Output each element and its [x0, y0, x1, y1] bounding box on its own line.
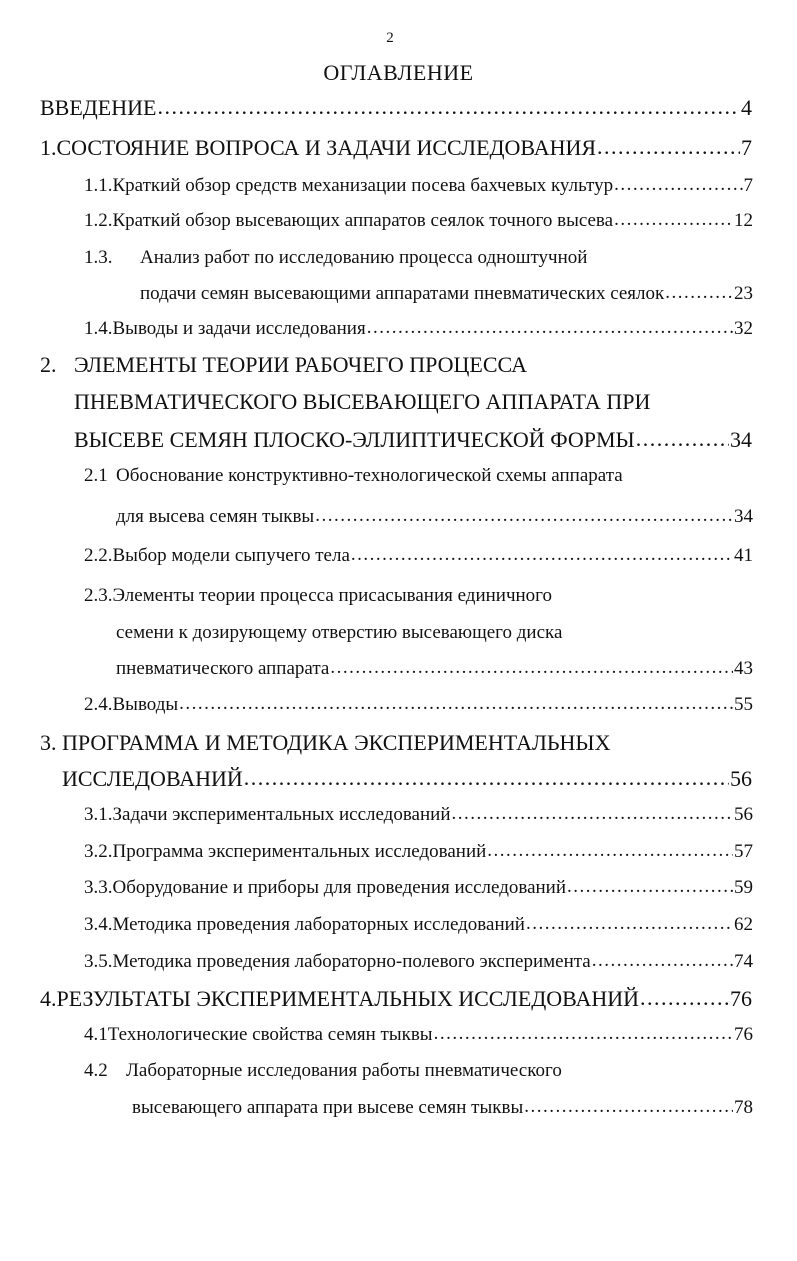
toc-page-number: 41 [734, 545, 753, 566]
toc-entry-number: 3.3. [84, 877, 113, 898]
toc-entry-2-continued[interactable] [74, 389, 752, 419]
leader-dots [636, 426, 729, 452]
toc-entry-text: Обоснование конструктивно-технологической схемы аппарата [116, 465, 623, 486]
toc-page-number: 62 [734, 914, 753, 935]
toc-entry-2-3[interactable] [84, 585, 753, 615]
toc-entry-text: Элементы теории процесса присасывания единичного [112, 585, 553, 606]
toc-entry-text: пневматического аппарата [116, 658, 330, 679]
toc-entry-text: РЕЗУЛЬТАТЫ ЭКСПЕРИМЕНТАЛЬНЫХ ИССЛЕДОВАНИЙ [56, 986, 640, 1011]
toc-entry-3-5[interactable] [84, 951, 753, 981]
toc-entry-1-4[interactable] [84, 318, 753, 348]
toc-entry-number: 3.2. [84, 841, 113, 862]
toc-entry-2-continued[interactable] [74, 427, 752, 457]
toc-page-number: 56 [734, 804, 753, 825]
toc-entry-text: Выводы [112, 694, 179, 715]
toc-entry-text: подачи семян высевающими аппаратами пневматических сеялок [140, 283, 665, 304]
toc-entry-text: для высева семян тыквы [116, 506, 315, 527]
page-number: 2 [386, 30, 394, 46]
toc-entry-2-3-continued[interactable] [116, 622, 753, 652]
toc-entry-text: Выбор модели сыпучего тела [112, 545, 350, 566]
toc-entry-2-3-continued[interactable] [116, 658, 753, 688]
leader-dots [524, 1096, 733, 1118]
toc-entry-text: высевающего аппарата при высеве семян тыквы [132, 1097, 524, 1118]
toc-page-number: 34 [734, 506, 753, 527]
toc-entry-2-1[interactable] [84, 465, 753, 495]
leader-dots [592, 950, 733, 972]
toc-page-number: 74 [734, 951, 753, 972]
toc-entry-text: ПНЕВМАТИЧЕСКОГО ВЫСЕВАЮЩЕГО АППАРАТА ПРИ [74, 389, 651, 414]
toc-entry-text: ЭЛЕМЕНТЫ ТЕОРИИ РАБОЧЕГО ПРОЦЕССА [74, 352, 527, 377]
toc-entry-2-2[interactable] [84, 545, 753, 575]
leader-dots [487, 840, 733, 862]
toc-entry-number: 3. [40, 730, 57, 755]
toc-entry-3-1[interactable] [84, 804, 753, 834]
toc-page-number: 4 [741, 95, 752, 120]
toc-page-number: 43 [734, 658, 753, 679]
toc-entry-4-1[interactable] [84, 1024, 753, 1054]
toc-entry-number: 4. [40, 986, 57, 1011]
toc-entry-text: Краткий обзор средств механизации посева бахчевых культур [112, 175, 614, 196]
leader-dots [434, 1023, 733, 1045]
toc-page-number: 32 [734, 318, 753, 339]
leader-dots [640, 985, 729, 1011]
toc-entry-number: 2.2. [84, 545, 113, 566]
toc-entry-text: ПРОГРАММА И МЕТОДИКА ЭКСПЕРИМЕНТАЛЬНЫХ [62, 730, 611, 755]
toc-entry-text: СОСТОЯНИЕ ВОПРОСА И ЗАДАЧИ ИССЛЕДОВАНИЯ [56, 135, 597, 160]
toc-entry-1-1[interactable] [84, 175, 753, 205]
toc-entry-number: 2.4. [84, 694, 113, 715]
toc-entry-text: Методика проведения лабораторных исследований [112, 914, 525, 935]
toc-page-number: 56 [730, 766, 752, 791]
toc-page-number: 76 [734, 1024, 753, 1045]
toc-entry-number: 4.2 [84, 1060, 108, 1081]
toc-entry-1-3[interactable] [84, 247, 753, 277]
toc-entry-number: 1.2. [84, 210, 113, 231]
toc-entry-3-continued[interactable] [62, 766, 752, 796]
toc-entry-text: Задачи экспериментальных исследований [112, 804, 451, 825]
leader-dots [351, 544, 733, 566]
toc-entry-number: 4.1 [84, 1024, 108, 1045]
leader-dots [157, 94, 740, 120]
toc-page-number: 7 [741, 135, 752, 160]
toc-entry-1[interactable] [40, 135, 752, 165]
toc-entry-4[interactable] [40, 986, 752, 1016]
toc-page-number: 7 [743, 175, 753, 196]
leader-dots [452, 803, 734, 825]
toc-entry-text: семени к дозирующему отверстию высевающего диска [116, 622, 563, 643]
toc-page-number: 57 [734, 841, 753, 862]
toc-entry-text: Краткий обзор высевающих аппаратов сеялок точного высева [112, 210, 614, 231]
toc-entry-number: 1. [40, 135, 57, 160]
toc-page-number: 12 [734, 210, 753, 231]
toc-entry-text: Анализ работ по исследованию процесса одноштучной [140, 247, 588, 268]
toc-page-number: 23 [734, 283, 753, 304]
toc-entry-number: 2.3. [84, 585, 113, 606]
toc-entry-text: ВЫСЕВЕ СЕМЯН ПЛОСКО-ЭЛЛИПТИЧЕСКОЙ ФОРМЫ [74, 427, 635, 452]
leader-dots [614, 209, 733, 231]
toc-entry-number: 2. [40, 352, 57, 377]
toc-entry-2-4[interactable] [84, 694, 753, 724]
toc-entry-number: 3.4. [84, 914, 113, 935]
toc-page-number: 34 [730, 427, 752, 452]
leader-dots [244, 765, 729, 791]
toc-page-number: 55 [734, 694, 753, 715]
toc-entry-text: Лабораторные исследования работы пневматического [126, 1060, 562, 1081]
toc-entry-text: Программа экспериментальных исследований [112, 841, 487, 862]
toc-entry-number: 1.4. [84, 318, 113, 339]
toc-entry-1-2[interactable] [84, 210, 753, 240]
leader-dots [330, 657, 733, 679]
toc-entry-4-2-continued[interactable] [132, 1097, 753, 1127]
toc-entry-number: 1.3. [84, 247, 113, 268]
toc-entry-1-3-continued[interactable] [140, 283, 753, 313]
toc-entry-2-1-continued[interactable] [116, 506, 753, 536]
toc-entry-number: 2.1 [84, 465, 108, 486]
toc-entry-3-3[interactable] [84, 877, 753, 907]
leader-dots [665, 282, 733, 304]
toc-page-number: 59 [734, 877, 753, 898]
toc-entry-text: Технологические свойства семян тыквы [107, 1024, 433, 1045]
toc-entry-3-2[interactable] [84, 841, 753, 871]
toc-entry-number: 1.1. [84, 175, 113, 196]
toc-entry-text: Выводы и задачи исследования [112, 318, 366, 339]
toc-entry-text: ИССЛЕДОВАНИЙ [62, 766, 243, 791]
toc-entry-text: Методика проведения лабораторно-полевого эксперимента [112, 951, 591, 972]
toc-entry-number: 3.5. [84, 951, 113, 972]
toc-entry-2[interactable] [40, 352, 752, 382]
leader-dots [614, 174, 742, 196]
leader-dots [526, 913, 733, 935]
toc-entry-4-2[interactable] [84, 1060, 753, 1090]
toc-entry-number: 3.1. [84, 804, 113, 825]
toc-entry-text: ВВЕДЕНИЕ [40, 95, 157, 120]
toc-page-number: 76 [730, 986, 752, 1011]
toc-entry-text: Оборудование и приборы для проведения исследований [112, 877, 567, 898]
leader-dots [315, 505, 733, 527]
leader-dots [567, 876, 733, 898]
leader-dots [367, 317, 733, 339]
toc-page-number: 78 [734, 1097, 753, 1118]
page-title: ОГЛАВЛЕНИЕ [323, 60, 474, 85]
toc-entry-introduction[interactable] [40, 95, 752, 125]
leader-dots [597, 134, 740, 160]
toc-entry-3[interactable] [40, 730, 752, 760]
toc-entry-3-4[interactable] [84, 914, 753, 944]
leader-dots [179, 693, 733, 715]
